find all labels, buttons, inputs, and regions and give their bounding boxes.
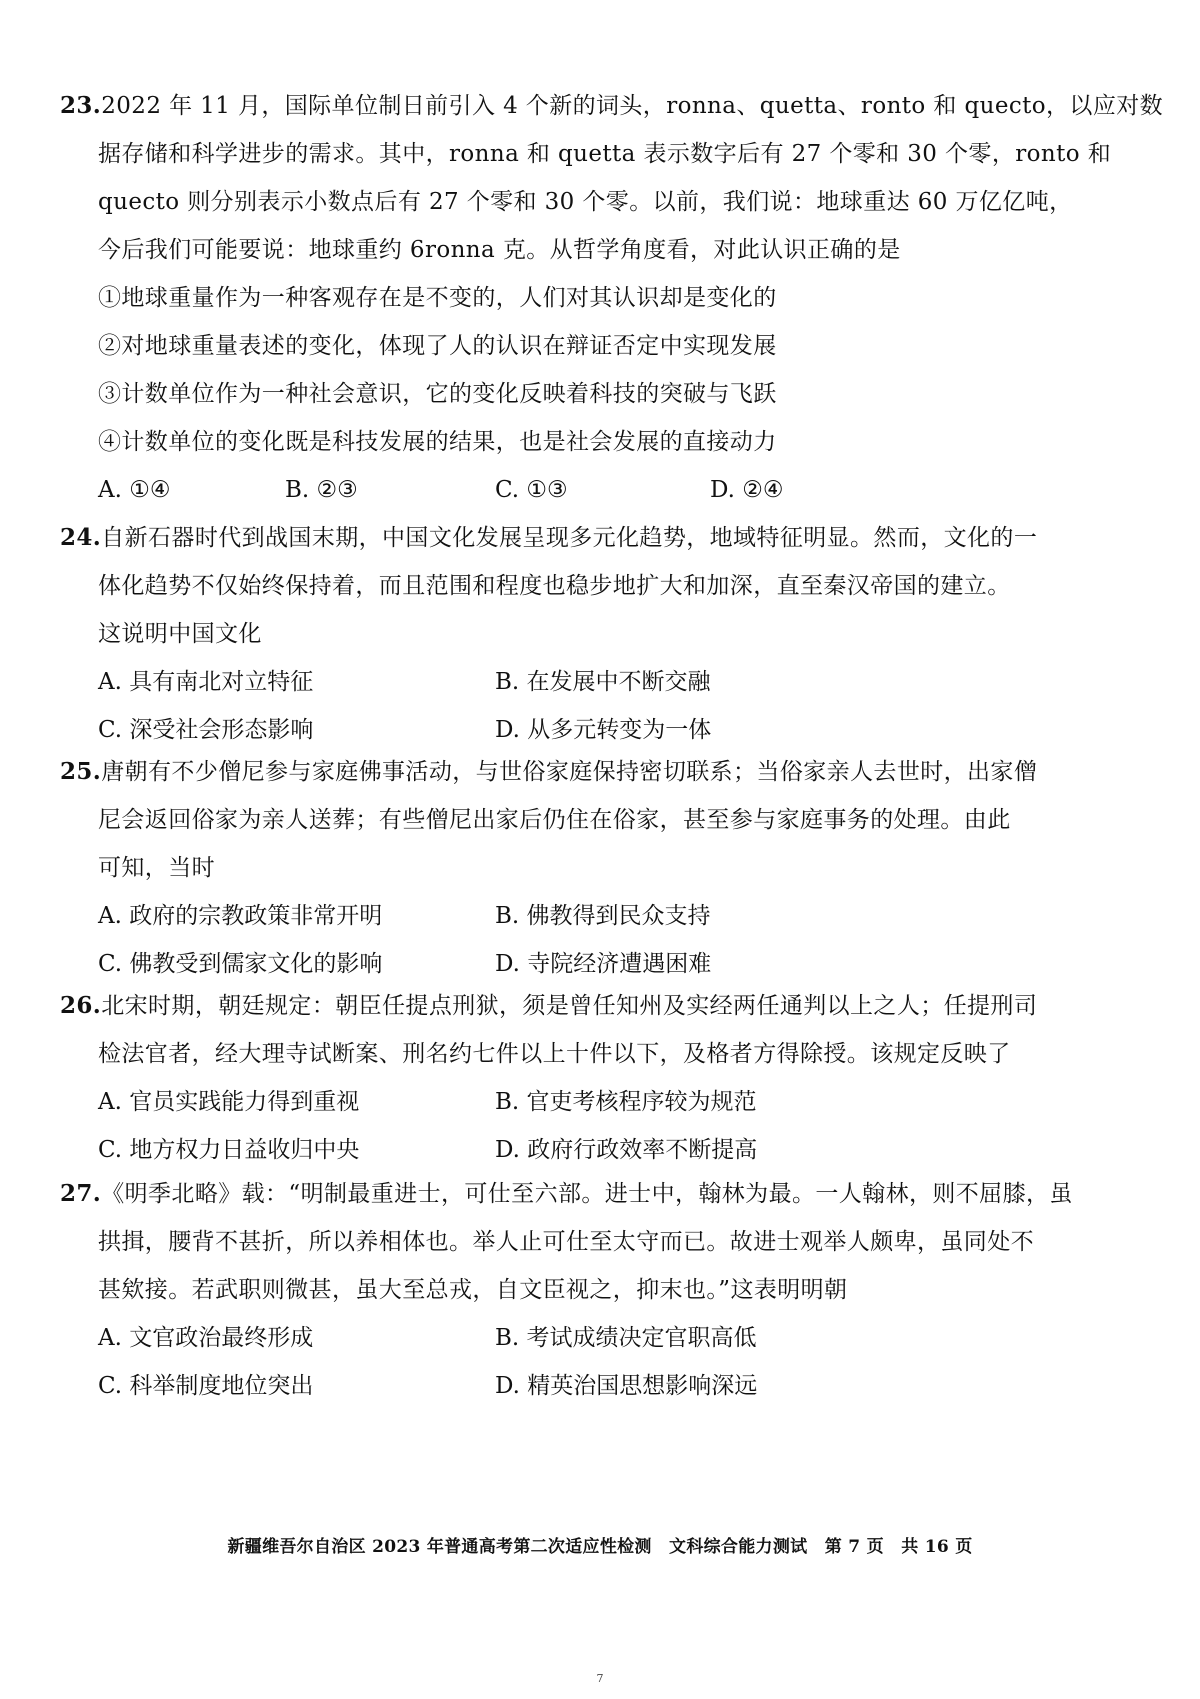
- question-stem-line: 检法官者，经大理寺试断案、刑名约七件以上十件以下，及格者方得除授。该规定反映了: [98, 1041, 1011, 1067]
- question-number: 23.: [60, 92, 102, 119]
- statement-1: ①地球重量作为一种客观存在是不变的，人们对其认识却是变化的: [98, 285, 777, 311]
- option-c: C. 地方权力日益收归中央: [98, 1137, 360, 1163]
- question-24: [60, 514, 1130, 754]
- question-25: [60, 748, 1130, 988]
- option-a: A. ①④: [98, 477, 171, 503]
- options-row: [60, 1078, 1130, 1126]
- options-row: [60, 1314, 1130, 1362]
- statement-3: ③计数单位作为一种社会意识，它的变化反映着科技的突破与飞跃: [98, 381, 777, 407]
- option-c: C. 深受社会形态影响: [98, 717, 314, 743]
- option-b: B. 在发展中不断交融: [495, 669, 711, 695]
- options-row: [60, 466, 1130, 514]
- statement-4: ④计数单位的变化既是科技发展的结果，也是社会发展的直接动力: [98, 429, 777, 455]
- option-a: A. 具有南北对立特征: [98, 669, 314, 695]
- option-a: A. 官员实践能力得到重视: [98, 1089, 360, 1115]
- option-d: D. ②④: [710, 477, 784, 503]
- option-c: C. 佛教受到儒家文化的影响: [98, 951, 383, 977]
- question-26: [60, 982, 1130, 1174]
- options-row: [60, 892, 1130, 940]
- option-c: C. 科举制度地位突出: [98, 1373, 314, 1399]
- options-row: [60, 658, 1130, 706]
- page-footer: 新疆维吾尔自治区 2023 年普通高考第二次适应性检测 文科综合能力测试 第 7 页 共 16 页: [227, 1537, 973, 1557]
- option-a: A. 文官政治最终形成: [98, 1325, 314, 1351]
- question-stem-line: 据存储和科学进步的需求。其中，ronna 和 quetta 表示数字后有 27 个零和 30 个零，ronto 和: [98, 141, 1112, 167]
- question-27: [60, 1170, 1130, 1410]
- question-stem-line: 25.唐朝有不少僧尼参与家庭佛事活动，与世俗家庭保持密切联系；当俗家亲人去世时，出家僧: [60, 758, 1038, 785]
- question-stem-line: 26.北宋时期，朝廷规定：朝臣任提点刑狱，须是曾任知州及实经两任通判以上之人；任提刑司: [60, 992, 1038, 1019]
- question-stem-line: 尼会返回俗家为亲人送葬；有些僧尼出家后仍住在俗家，甚至参与家庭事务的处理。由此: [98, 807, 1011, 833]
- question-stem-line: 27.《明季北略》载：“明制最重进士，可仕至六部。进士中，翰林为最。一人翰林，则不屈膝，虽: [60, 1180, 1073, 1207]
- question-stem-line: 这说明中国文化: [98, 621, 262, 647]
- statement-2: ②对地球重量表述的变化，体现了人的认识在辩证否定中实现发展: [98, 333, 777, 359]
- option-b: B. 官吏考核程序较为规范: [495, 1089, 757, 1115]
- option-b: B. 考试成绩决定官职高低: [495, 1325, 757, 1351]
- question-number: 27.: [60, 1180, 102, 1207]
- question-stem-line: 可知，当时: [98, 855, 215, 881]
- options-row: [60, 706, 1130, 754]
- question-23: [60, 82, 1164, 514]
- question-number: 24.: [60, 524, 102, 551]
- question-stem-line: quecto 则分别表示小数点后有 27 个零和 30 个零。以前，我们说：地球重达 60 万亿亿吨，: [98, 189, 1073, 215]
- question-stem-line: 今后我们可能要说：地球重约 6ronna 克。从哲学角度看，对此认识正确的是: [98, 237, 901, 263]
- option-d: D. 政府行政效率不断提高: [495, 1137, 758, 1163]
- question-stem-line: 24.自新石器时代到战国末期，中国文化发展呈现多元化趋势，地域特征明显。然而，文化的一: [60, 524, 1038, 551]
- option-d: D. 从多元转变为一体: [495, 717, 712, 743]
- question-stem-line: 拱揖，腰背不甚折，所以养相体也。举人止可仕至太守而已。故进士观举人颇卑，虽同处不: [98, 1229, 1034, 1255]
- option-d: D. 精英治国思想影响深远: [495, 1373, 758, 1399]
- options-row: [60, 1362, 1130, 1410]
- option-b: B. 佛教得到民众支持: [495, 903, 711, 929]
- options-row: [60, 1126, 1130, 1174]
- option-a: A. 政府的宗教政策非常开明: [98, 903, 383, 929]
- question-stem-line: 23.2022 年 11 月，国际单位制日前引入 4 个新的词头，ronna、quetta、ronto 和 quecto，以应对数: [60, 92, 1164, 119]
- question-stem-line: 体化趋势不仅始终保持着，而且范围和程度也稳步地扩大和加深，直至秦汉帝国的建立。: [98, 573, 1011, 599]
- question-number: 25.: [60, 758, 102, 785]
- page-number: 7: [596, 1672, 604, 1685]
- option-b: B. ②③: [285, 477, 358, 503]
- option-c: C. ①③: [495, 477, 568, 503]
- options-row: [60, 940, 1130, 988]
- question-stem-line: 甚欸接。若武职则微甚，虽大至总戎，自文臣视之，抑末也。”这表明明朝: [98, 1277, 848, 1303]
- option-d: D. 寺院经济遭遇困难: [495, 951, 712, 977]
- question-number: 26.: [60, 992, 102, 1019]
